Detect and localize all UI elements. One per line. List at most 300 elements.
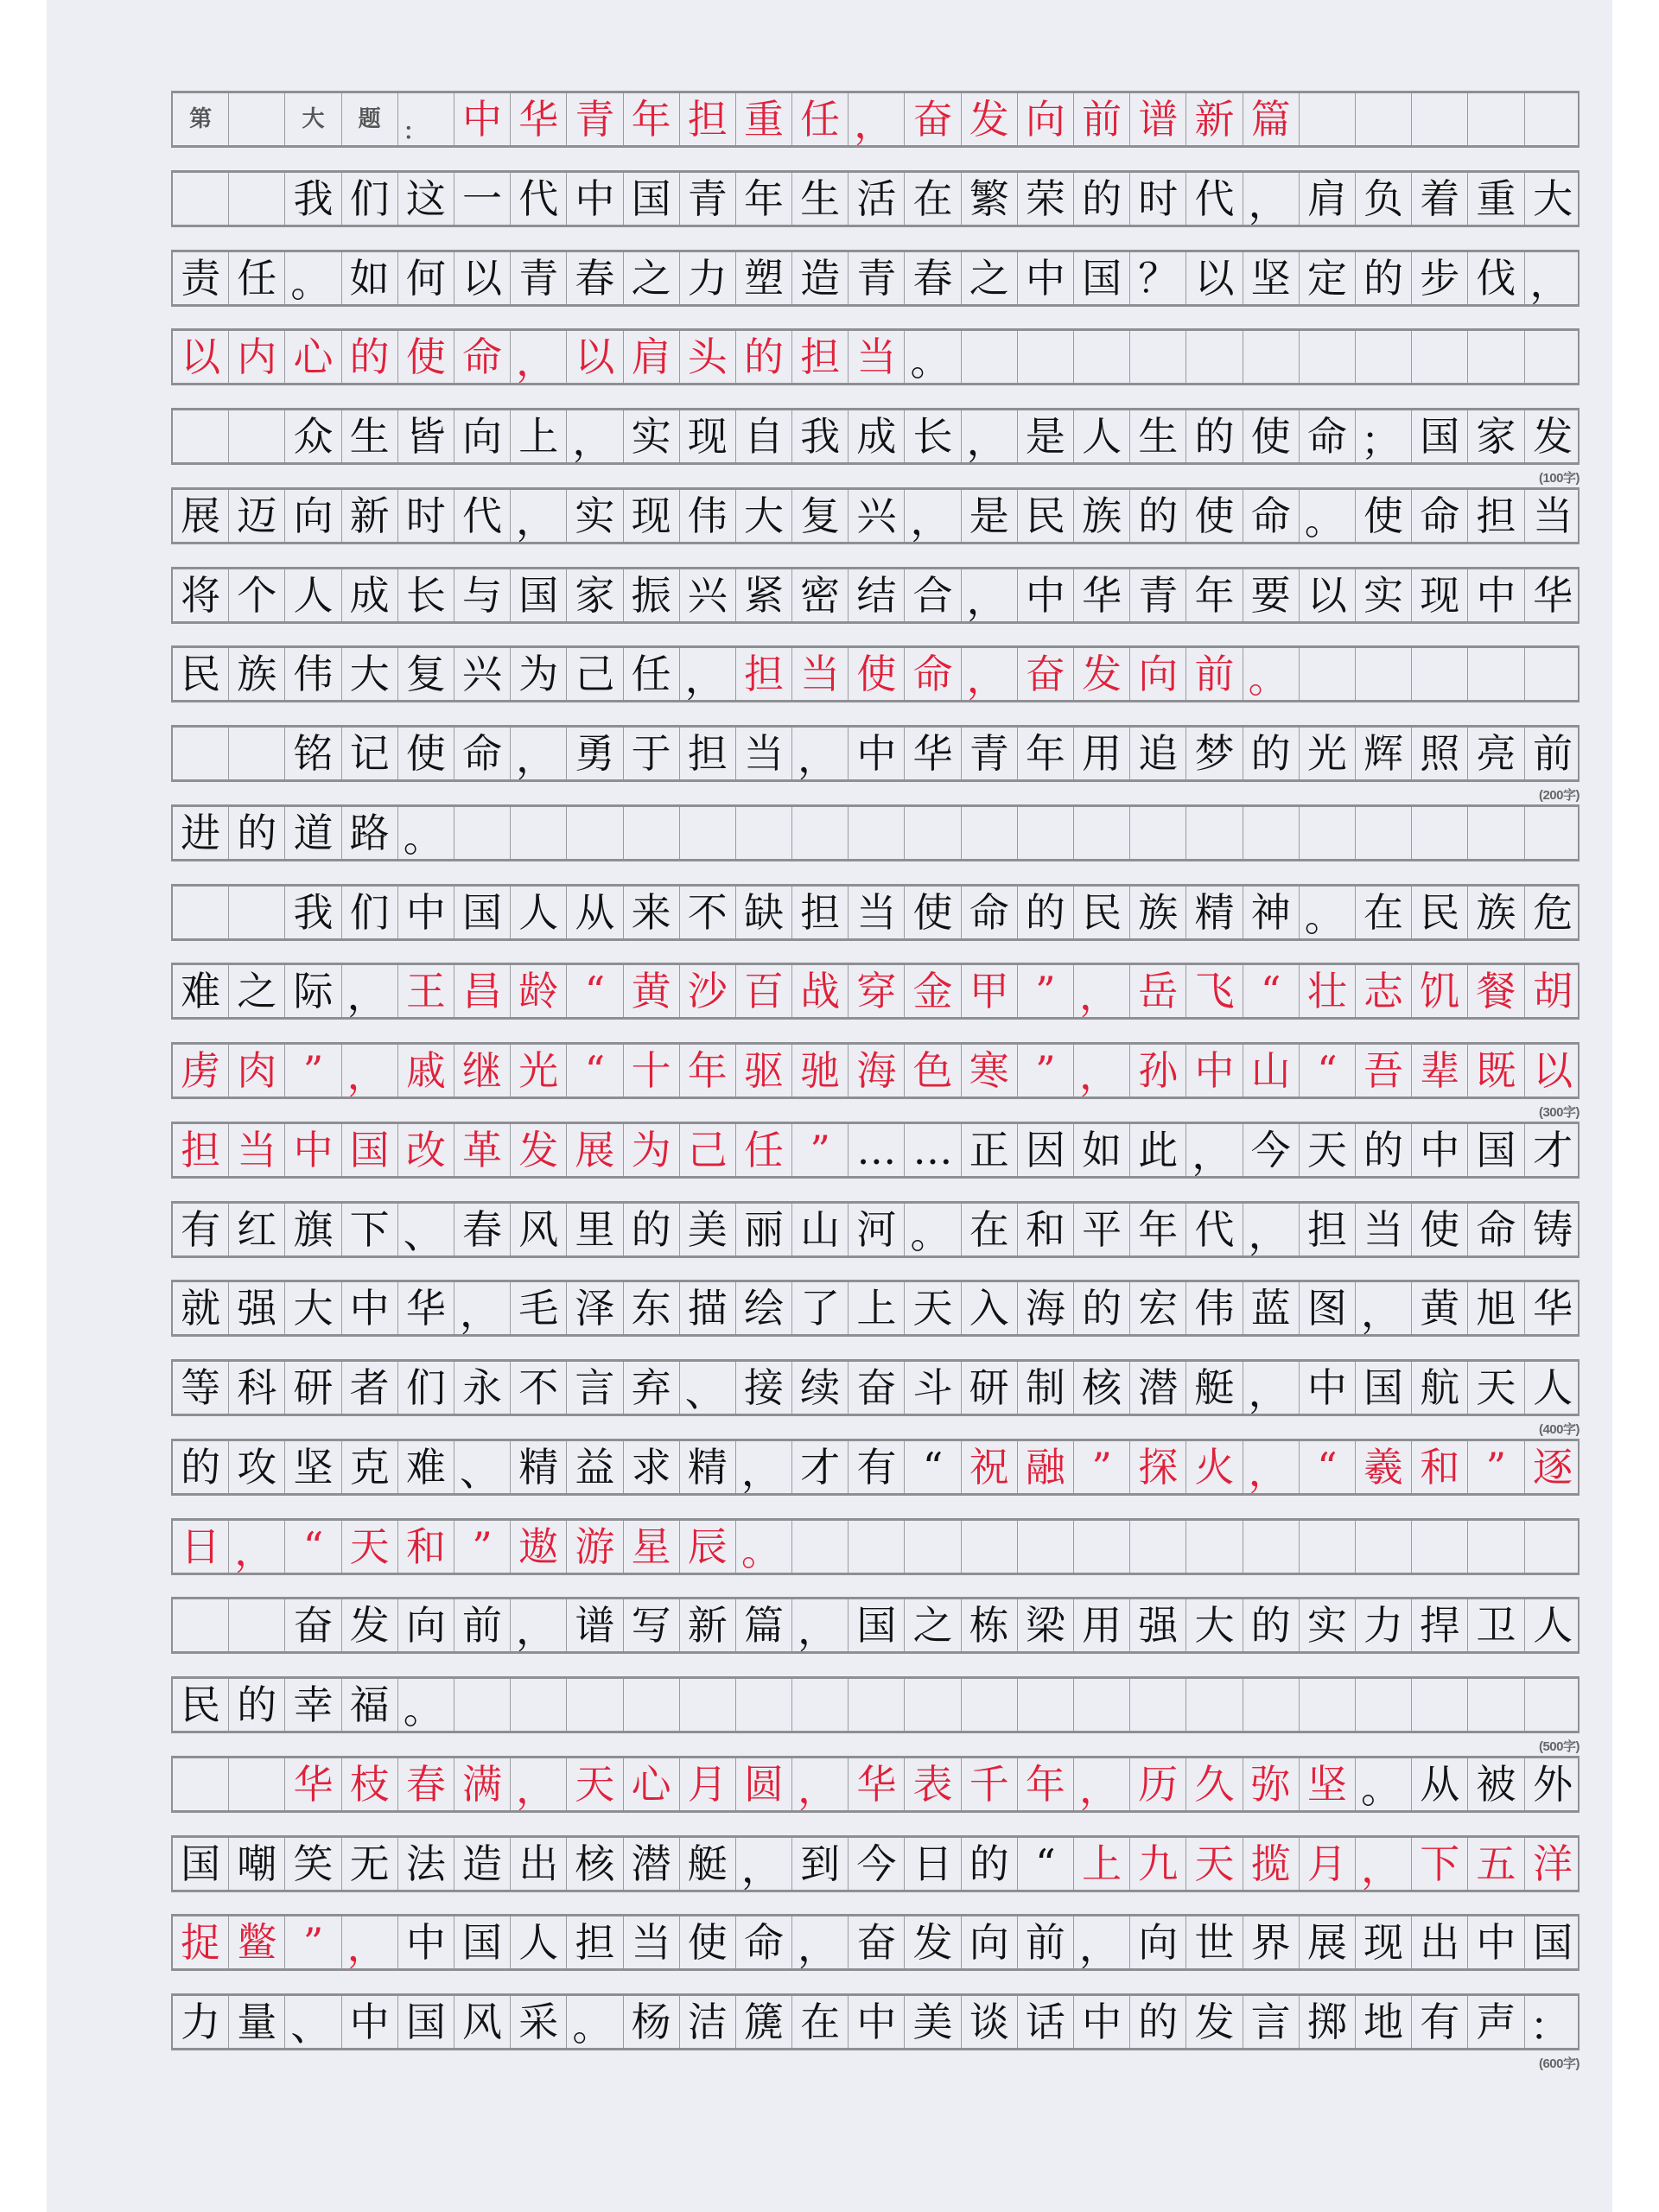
- empty-cell: [962, 331, 1018, 383]
- char-cell: 我: [285, 173, 341, 225]
- char-cell: ，: [680, 648, 736, 700]
- char-cell: 中: [849, 728, 905, 779]
- highlighted-char-cell: 餐: [1468, 965, 1524, 1017]
- char-cell: 界: [1243, 1916, 1300, 1968]
- char-cell: ，: [511, 1599, 567, 1651]
- empty-cell: [1525, 93, 1581, 145]
- char-cell: 强: [1130, 1599, 1186, 1651]
- empty-cell: [1074, 1679, 1130, 1731]
- char-cell: ，: [342, 965, 398, 1017]
- empty-cell: [173, 1758, 229, 1810]
- empty-cell: [1074, 331, 1130, 383]
- char-cell: 黄: [1412, 1282, 1468, 1334]
- highlighted-char-cell: 发: [1074, 648, 1130, 700]
- char-cell: 国: [1412, 410, 1468, 462]
- char-cell: 。: [567, 1996, 623, 2048]
- char-cell: 肩: [1300, 173, 1356, 225]
- highlighted-char-cell: 表: [905, 1758, 961, 1810]
- char-cell: 担: [567, 1916, 623, 1968]
- empty-cell: [1074, 1521, 1130, 1573]
- char-cell: 言: [567, 1362, 623, 1414]
- highlighted-char-cell: “: [1300, 1045, 1356, 1096]
- char-cell: 发: [342, 1599, 398, 1651]
- char-cell: 奋: [849, 1362, 905, 1414]
- char-cell: 当: [736, 728, 792, 779]
- char-cell: 亮: [1468, 728, 1524, 779]
- essay-row: [171, 567, 1580, 624]
- char-cell: 实: [1356, 569, 1412, 621]
- highlighted-char-cell: 。: [736, 1521, 792, 1573]
- char-cell: 现: [680, 410, 736, 462]
- empty-cell: [1243, 1521, 1300, 1573]
- char-cell: 。: [1356, 1758, 1412, 1810]
- empty-cell: [905, 1521, 961, 1573]
- char-cell: ？: [1130, 252, 1186, 304]
- char-cell: 缺: [736, 887, 792, 938]
- char-cell: 出: [1412, 1916, 1468, 1968]
- empty-cell: [1356, 331, 1412, 383]
- char-cell: 之: [229, 965, 285, 1017]
- char-cell: 长: [398, 569, 454, 621]
- char-cell: 克: [342, 1441, 398, 1493]
- char-cell: 难: [173, 965, 229, 1017]
- empty-cell: [1356, 1521, 1412, 1573]
- highlighted-char-cell: 山: [1243, 1045, 1300, 1096]
- char-cell: 梁: [1018, 1599, 1074, 1651]
- char-cell: 从: [567, 887, 623, 938]
- highlighted-char-cell: 昌: [454, 965, 511, 1017]
- char-cell: 荣: [1018, 173, 1074, 225]
- char-cell: 天: [1468, 1362, 1524, 1414]
- char-cell: ，: [1186, 1124, 1243, 1176]
- char-cell: 族: [1468, 887, 1524, 938]
- highlighted-char-cell: ，: [511, 1758, 567, 1810]
- char-cell: 长: [905, 410, 961, 462]
- empty-cell: [1468, 807, 1524, 859]
- char-cell: 们: [398, 1362, 454, 1414]
- char-cell: 科: [229, 1362, 285, 1414]
- empty-cell: [849, 1679, 905, 1731]
- char-cell: 命: [1243, 490, 1300, 542]
- highlighted-char-cell: 吾: [1356, 1045, 1412, 1096]
- char-cell: 描: [680, 1282, 736, 1334]
- highlighted-char-cell: 以: [567, 331, 623, 383]
- char-cell: 振: [624, 569, 680, 621]
- highlighted-char-cell: 探: [1130, 1441, 1186, 1493]
- char-cell: 我: [792, 410, 849, 462]
- empty-cell: [962, 1679, 1018, 1731]
- char-cell: 发: [1186, 1996, 1243, 2048]
- char-cell: 天: [1300, 1124, 1356, 1176]
- char-cell: ，: [962, 569, 1018, 621]
- char-cell: 中: [1300, 1362, 1356, 1414]
- char-cell: 人: [511, 887, 567, 938]
- empty-cell: [736, 1679, 792, 1731]
- char-cell: 有: [849, 1441, 905, 1493]
- essay-row: [171, 170, 1580, 227]
- char-cell: 绘: [736, 1282, 792, 1334]
- char-cell: 代: [1186, 173, 1243, 225]
- highlighted-char-cell: ，: [511, 331, 567, 383]
- empty-cell: [736, 807, 792, 859]
- highlighted-char-cell: 和: [398, 1521, 454, 1573]
- char-cell: 第: [173, 93, 229, 145]
- char-cell: 以: [1300, 569, 1356, 621]
- essay-row: [171, 1439, 1580, 1496]
- char-cell: 生: [342, 410, 398, 462]
- char-cell: 中: [1468, 1916, 1524, 1968]
- highlighted-char-cell: ，: [1074, 965, 1130, 1017]
- char-cell: 梦: [1186, 728, 1243, 779]
- char-cell: ，: [511, 728, 567, 779]
- char-cell: 的: [1074, 1282, 1130, 1334]
- highlighted-char-cell: “: [1243, 965, 1300, 1017]
- title-row: [171, 91, 1580, 148]
- char-cell: ；: [1356, 410, 1412, 462]
- char-cell: 坚: [1243, 252, 1300, 304]
- empty-cell: [229, 173, 285, 225]
- highlighted-char-cell: 发: [962, 93, 1018, 145]
- essay-row: [171, 408, 1580, 465]
- char-cell: 正: [962, 1124, 1018, 1176]
- char-cell: 在: [962, 1204, 1018, 1255]
- char-cell: 、: [398, 1204, 454, 1255]
- char-cell: 的: [962, 1838, 1018, 1890]
- highlighted-char-cell: 揽: [1243, 1838, 1300, 1890]
- char-cell: ，: [736, 1441, 792, 1493]
- char-cell: …: [905, 1124, 961, 1176]
- essay-row: [171, 725, 1580, 782]
- empty-cell: [792, 807, 849, 859]
- char-cell: 的: [1018, 887, 1074, 938]
- char-cell: 就: [173, 1282, 229, 1334]
- char-cell: 杨: [624, 1996, 680, 2048]
- char-cell: 重: [1468, 173, 1524, 225]
- char-cell: 兴: [849, 490, 905, 542]
- highlighted-char-cell: 发: [511, 1124, 567, 1176]
- highlighted-char-cell: 华: [285, 1758, 341, 1810]
- char-cell: 民: [173, 648, 229, 700]
- char-cell: 命: [736, 1916, 792, 1968]
- highlighted-char-cell: “: [567, 1045, 623, 1096]
- empty-cell: [1186, 331, 1243, 383]
- highlighted-char-cell: 向: [1130, 648, 1186, 700]
- highlighted-char-cell: 羲: [1356, 1441, 1412, 1493]
- essay-paper-sheet: [47, 0, 1612, 2212]
- char-cell: 使: [1356, 490, 1412, 542]
- highlighted-char-cell: 逐: [1533, 1443, 1573, 1491]
- highlighted-char-cell: 九: [1130, 1838, 1186, 1890]
- char-cell: 发: [905, 1916, 961, 1968]
- char-cell: 实: [567, 490, 623, 542]
- char-cell: 民: [173, 1679, 229, 1731]
- empty-cell: [849, 1521, 905, 1573]
- char-cell: 发: [1533, 413, 1573, 460]
- char-cell: 华: [398, 1282, 454, 1334]
- char-cell: 迈: [229, 490, 285, 542]
- char-cell: 国: [1533, 1919, 1573, 1967]
- empty-cell: [173, 173, 229, 225]
- char-cell: 核: [1074, 1362, 1130, 1414]
- highlighted-char-cell: 任: [736, 1124, 792, 1176]
- char-cell: 勇: [567, 728, 623, 779]
- char-cell: 斗: [905, 1362, 961, 1414]
- highlighted-char-cell: 奋: [905, 93, 961, 145]
- essay-row: [171, 250, 1580, 307]
- highlighted-char-cell: 肉: [229, 1045, 285, 1096]
- char-cell: ，: [792, 1599, 849, 1651]
- char-cell: 人: [1533, 1602, 1573, 1649]
- char-cell: 嘲: [229, 1838, 285, 1890]
- char-cell: 如: [1074, 1124, 1130, 1176]
- char-cell: 以: [1186, 252, 1243, 304]
- char-cell: 之: [962, 252, 1018, 304]
- empty-cell: [1186, 807, 1243, 859]
- empty-cell: [792, 1521, 849, 1573]
- char-cell: 为: [511, 648, 567, 700]
- char-cell: 危: [1533, 888, 1573, 936]
- char-cell: 前: [454, 1599, 511, 1651]
- highlighted-char-cell: 月: [1300, 1838, 1356, 1890]
- char-cell: 在: [792, 1996, 849, 2048]
- char-cell: 用: [1074, 728, 1130, 779]
- char-cell: 采: [511, 1996, 567, 2048]
- char-cell: 青: [849, 252, 905, 304]
- empty-cell: [1243, 331, 1300, 383]
- empty-cell: [454, 807, 511, 859]
- char-cell: 大: [342, 648, 398, 700]
- char-cell: 等: [173, 1362, 229, 1414]
- char-cell: 新: [342, 490, 398, 542]
- char-cell: 国: [454, 887, 511, 938]
- char-cell: 之: [905, 1599, 961, 1651]
- char-cell: 的: [1243, 728, 1300, 779]
- char-cell: 到: [792, 1838, 849, 1890]
- empty-cell: [1356, 807, 1412, 859]
- highlighted-char-cell: 戚: [398, 1045, 454, 1096]
- empty-cell: [1525, 1679, 1581, 1731]
- highlighted-char-cell: 向: [1018, 93, 1074, 145]
- highlighted-char-cell: 担: [736, 648, 792, 700]
- highlighted-char-cell: 孙: [1130, 1045, 1186, 1096]
- char-cell: 生: [1130, 410, 1186, 462]
- char-cell: 大: [1186, 1599, 1243, 1651]
- highlighted-char-cell: 改: [398, 1124, 454, 1176]
- essay-row: [171, 1914, 1580, 1971]
- highlighted-char-cell: 为: [624, 1124, 680, 1176]
- char-cell: 个: [229, 569, 285, 621]
- char-cell: 当: [849, 887, 905, 938]
- empty-cell: [1130, 807, 1186, 859]
- char-cell: 和: [1018, 1204, 1074, 1255]
- highlighted-char-cell: 既: [1468, 1045, 1524, 1096]
- empty-cell: [173, 887, 229, 938]
- char-cell: 的: [1356, 1124, 1412, 1176]
- highlighted-char-cell: “: [285, 1521, 341, 1573]
- highlighted-char-cell: 色: [905, 1045, 961, 1096]
- highlighted-char-cell: 祝: [962, 1441, 1018, 1493]
- highlighted-char-cell: 任: [792, 93, 849, 145]
- highlighted-char-cell: 使: [398, 331, 454, 383]
- highlighted-char-cell: 担: [173, 1124, 229, 1176]
- char-cell: 前: [1018, 1916, 1074, 1968]
- char-cell: 复: [398, 648, 454, 700]
- char-cell: 道: [285, 807, 341, 859]
- char-cell: 外: [1533, 1760, 1573, 1808]
- char-cell: 于: [624, 728, 680, 779]
- highlighted-char-cell: 志: [1356, 965, 1412, 1017]
- char-cell: 代: [511, 173, 567, 225]
- char-cell: 不: [511, 1362, 567, 1414]
- char-cell: 力: [173, 1996, 229, 2048]
- char-cell: 地: [1356, 1996, 1412, 2048]
- char-cell: 航: [1412, 1362, 1468, 1414]
- char-cell: ，: [454, 1282, 511, 1334]
- empty-cell: [567, 807, 623, 859]
- char-cell: 中: [567, 173, 623, 225]
- char-cell: 年: [1018, 728, 1074, 779]
- empty-cell: [624, 1679, 680, 1731]
- char-cell: 追: [1130, 728, 1186, 779]
- char-cell: 精: [680, 1441, 736, 1493]
- char-cell: 中: [1074, 1996, 1130, 2048]
- highlighted-char-cell: 五: [1468, 1838, 1524, 1890]
- char-cell: 的: [1130, 1996, 1186, 2048]
- char-cell: 际: [285, 965, 341, 1017]
- char-cell: 世: [1186, 1916, 1243, 1968]
- char-cell: 谈: [962, 1996, 1018, 2048]
- empty-cell: [1300, 648, 1356, 700]
- char-cell: 生: [792, 173, 849, 225]
- char-cell: 命: [1468, 1204, 1524, 1255]
- char-cell: 平: [1074, 1204, 1130, 1255]
- char-cell: 现: [1412, 569, 1468, 621]
- char-cell: 中: [1018, 252, 1074, 304]
- highlighted-char-cell: 中: [1186, 1045, 1243, 1096]
- char-cell: 潜: [624, 1838, 680, 1890]
- char-cell: 复: [792, 490, 849, 542]
- char-cell: 定: [1300, 252, 1356, 304]
- char-cell: 的: [229, 1679, 285, 1731]
- highlighted-char-cell: 新: [1186, 93, 1243, 145]
- empty-cell: [173, 1599, 229, 1651]
- char-cell: 的: [1074, 173, 1130, 225]
- empty-cell: [1018, 807, 1074, 859]
- char-cell: 。: [905, 1204, 961, 1255]
- highlighted-char-cell: 天: [1186, 1838, 1243, 1890]
- char-cell: 话: [1018, 1996, 1074, 2048]
- highlighted-char-cell: 光: [511, 1045, 567, 1096]
- char-cell: 进: [173, 807, 229, 859]
- empty-cell: [1356, 1679, 1412, 1731]
- empty-cell: [1356, 93, 1412, 145]
- char-cell: 密: [792, 569, 849, 621]
- char-cell: 奋: [849, 1916, 905, 1968]
- word-count-marker: (500字): [1538, 1739, 1580, 1754]
- char-cell: 。: [1300, 887, 1356, 938]
- char-cell: 有: [1412, 1996, 1468, 2048]
- char-cell: 、: [454, 1441, 511, 1493]
- char-cell: 青: [511, 252, 567, 304]
- highlighted-char-cell: 心: [285, 331, 341, 383]
- char-cell: 使: [1186, 490, 1243, 542]
- highlighted-char-cell: 年: [680, 1045, 736, 1096]
- char-cell: 国: [624, 173, 680, 225]
- empty-cell: [229, 93, 285, 145]
- highlighted-char-cell: 下: [1412, 1838, 1468, 1890]
- highlighted-char-cell: 命: [454, 331, 511, 383]
- char-cell: 向: [285, 490, 341, 542]
- char-cell: 代: [1186, 1204, 1243, 1255]
- char-cell: 丽: [736, 1204, 792, 1255]
- highlighted-char-cell: 年: [624, 93, 680, 145]
- highlighted-char-cell: 王: [398, 965, 454, 1017]
- highlighted-char-cell: 辰: [680, 1521, 736, 1573]
- highlighted-char-cell: 当: [792, 648, 849, 700]
- empty-cell: [1412, 93, 1468, 145]
- highlighted-char-cell: ，: [229, 1521, 285, 1573]
- char-cell: 出: [511, 1838, 567, 1890]
- char-cell: 难: [398, 1441, 454, 1493]
- char-cell: 捍: [1412, 1599, 1468, 1651]
- highlighted-char-cell: 天: [342, 1521, 398, 1573]
- char-cell: 美: [680, 1204, 736, 1255]
- char-cell: 民: [1074, 887, 1130, 938]
- char-cell: 制: [1018, 1362, 1074, 1414]
- char-cell: 命: [1300, 410, 1356, 462]
- char-cell: 泽: [567, 1282, 623, 1334]
- char-cell: 春: [454, 1204, 511, 1255]
- highlighted-char-cell: 虏: [173, 1045, 229, 1096]
- essay-row: [171, 963, 1580, 1020]
- char-cell: 精: [1186, 887, 1243, 938]
- char-cell: 山: [792, 1204, 849, 1255]
- highlighted-char-cell: 使: [849, 648, 905, 700]
- highlighted-char-cell: 辈: [1412, 1045, 1468, 1096]
- char-cell: 艇: [680, 1838, 736, 1890]
- essay-row: [171, 1676, 1580, 1733]
- highlighted-char-cell: 金: [905, 965, 961, 1017]
- char-cell: 伟: [680, 490, 736, 542]
- highlighted-char-cell: 捉: [173, 1916, 229, 1968]
- highlighted-char-cell: 以: [1533, 1047, 1573, 1094]
- char-cell: …: [849, 1124, 905, 1176]
- char-cell: 才: [1533, 1126, 1573, 1173]
- char-cell: 国: [511, 569, 567, 621]
- char-cell: 坚: [285, 1441, 341, 1493]
- char-cell: 造: [454, 1838, 511, 1890]
- highlighted-char-cell: 月: [680, 1758, 736, 1810]
- char-cell: 风: [454, 1996, 511, 2048]
- char-cell: 以: [454, 252, 511, 304]
- char-cell: 永: [454, 1362, 511, 1414]
- empty-cell: [905, 807, 961, 859]
- highlighted-char-cell: 穿: [849, 965, 905, 1017]
- highlighted-char-cell: 千: [962, 1758, 1018, 1810]
- char-cell: 者: [342, 1362, 398, 1414]
- empty-cell: [905, 1679, 961, 1731]
- char-cell: 言: [1243, 1996, 1300, 2048]
- empty-cell: [1018, 331, 1074, 383]
- char-cell: 族: [229, 648, 285, 700]
- empty-cell: [229, 887, 285, 938]
- empty-cell: [173, 728, 229, 779]
- word-count-marker: (300字): [1538, 1105, 1580, 1120]
- empty-cell: [1525, 807, 1581, 859]
- highlighted-char-cell: 满: [454, 1758, 511, 1810]
- char-cell: 来: [624, 887, 680, 938]
- char-cell: 是: [1018, 410, 1074, 462]
